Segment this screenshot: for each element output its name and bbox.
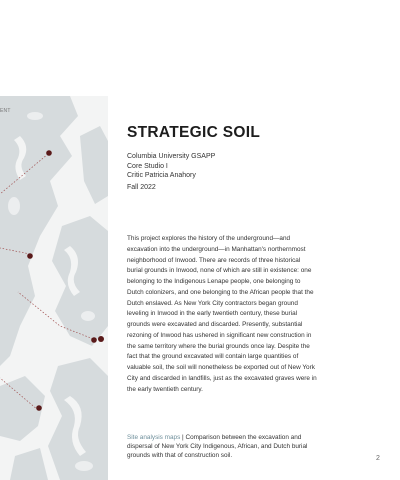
map-land <box>0 96 108 480</box>
page-number: 2 <box>376 455 380 462</box>
marker-burial-ground <box>46 150 52 156</box>
page-title: STRATEGIC SOIL <box>127 124 261 141</box>
school-name: Columbia University GSAPP <box>127 153 216 160</box>
caption-text: | Comparison between the excavation and dispersal of New York City Indigenous, African, and Dutch burial grounds with that of construction soil. <box>127 434 308 459</box>
marker-burial-ground <box>36 405 42 411</box>
marker-burial-ground <box>91 337 97 343</box>
map-graphic <box>0 96 108 480</box>
site-analysis-map <box>0 96 108 480</box>
project-meta <box>127 152 215 181</box>
studio-name: Core Studio I <box>127 162 168 170</box>
marker-burial-ground <box>98 336 104 342</box>
critic-name: Critic Patricia Anahory <box>127 172 196 179</box>
map-corner-label: ENT <box>0 108 11 114</box>
project-description: This project explores the history of the underground—and excavation into the underground—in Manhattan's northernmost neighborhood of Inwood. There are records of three historical burial grounds in Inwood, none of which are still in existence: one belonging to the Indigenous Lenape people, one belonging to Dutch colonizers, and one belonging to the African people that the Dutch enslaved. As New York City contractors began ground leveling in Inwood in the early twentieth century, these burial grounds were excavated and discarded. Presently, substantial rezoning of Inwood has ushered in significant new construction in the same territory where the burial grounds once lay. Despite the fact that the ground excavated will contain large quantities of valuable soil, the soil will nonetheless be exported out of New York City and discarded in landfills, just as the excavated graves were in the early twentieth century. <box>127 235 317 393</box>
marker-burial-ground <box>27 253 33 259</box>
project-date: Fall 2022 <box>127 184 156 191</box>
map-caption <box>127 433 317 460</box>
caption-lead: Site analysis maps <box>127 434 181 441</box>
